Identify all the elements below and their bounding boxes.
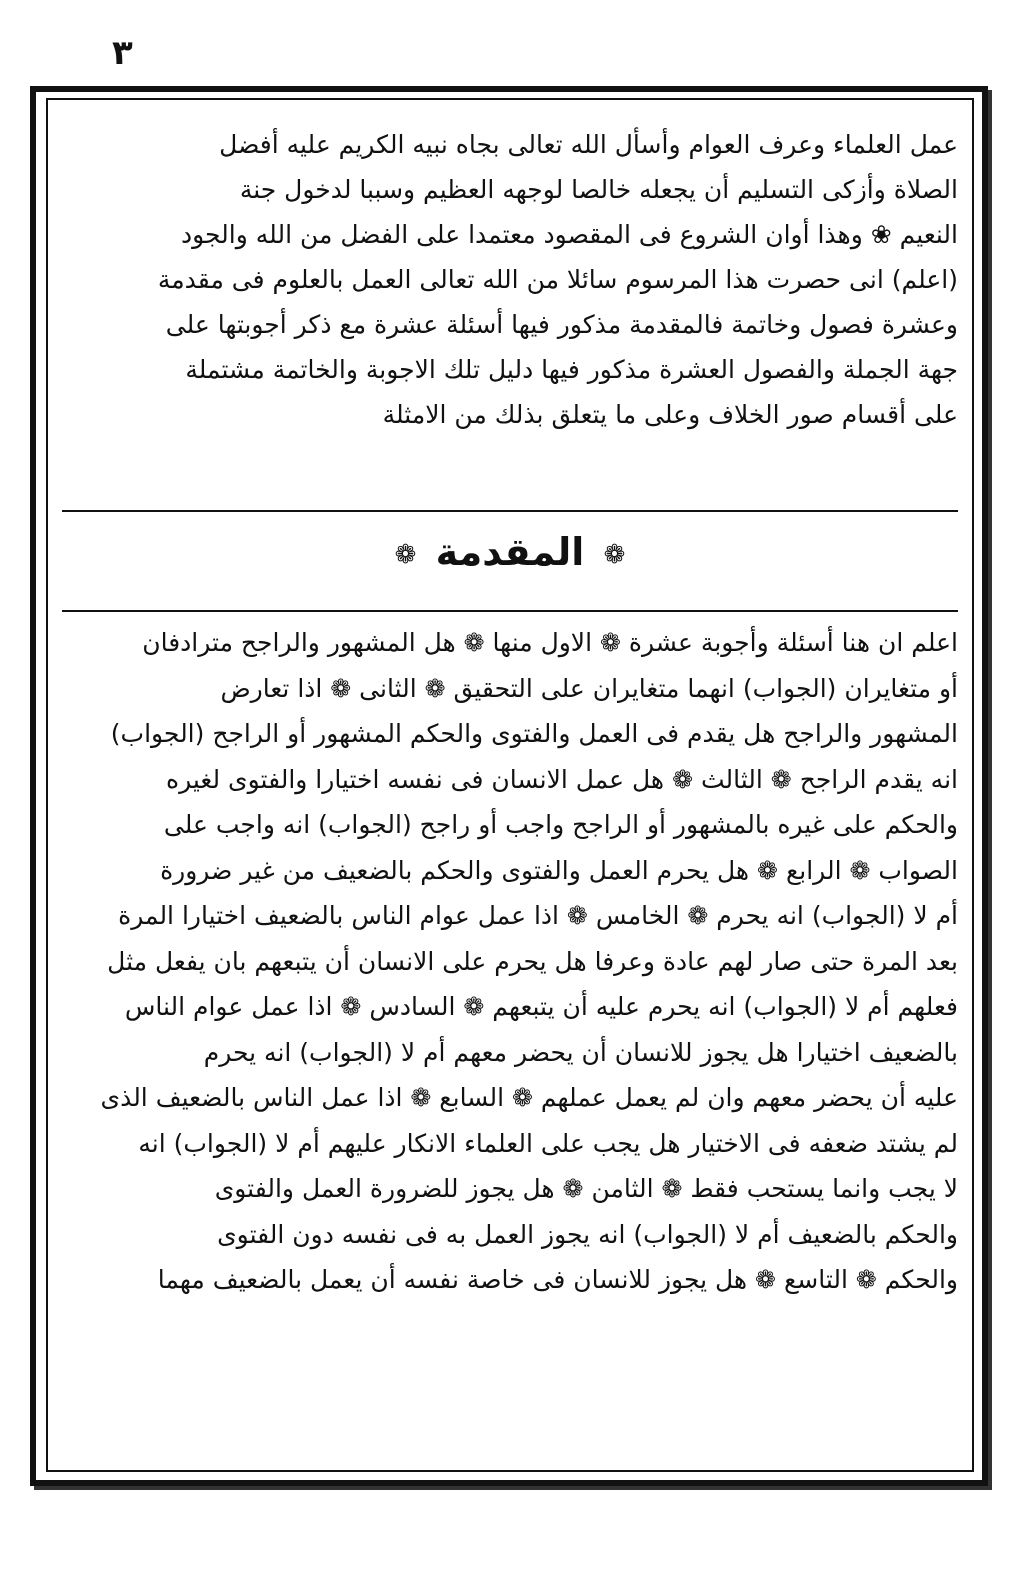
intro-line: (اعلم) انى حصرت هذا المرسوم سائلا من الله تعالى العمل بالعلوم فى مقدمة xyxy=(157,265,958,294)
body-line: المشهور والراجح هل يقدم فى العمل والفتوى والحكم المشهور أو الراجح (الجواب) xyxy=(110,719,958,748)
section-title: المقدمة xyxy=(435,530,585,574)
intro-paragraph xyxy=(62,122,958,437)
divider-bottom xyxy=(62,610,958,612)
body-line: فعلهم أم لا (الجواب) انه يحرم عليه أن يتبعهم ❁ السادس ❁ اذا عمل عوام الناس xyxy=(124,992,958,1021)
body-line: لا يجب وانما يستحب فقط ❁ الثامن ❁ هل يجوز للضرورة العمل والفتوى xyxy=(214,1174,958,1203)
body-line: عليه أن يحضر معهم وان لم يعمل عملهم ❁ السابع ❁ اذا عمل الناس بالضعيف الذى xyxy=(100,1083,958,1112)
intro-line: وعشرة فصول وخاتمة فالمقدمة مذكور فيها أسئلة عشرة مع ذكر أجوبتها على xyxy=(165,310,958,339)
intro-line: الصلاة وأزكى التسليم أن يجعله خالصا لوجهه العظيم وسببا لدخول جنة xyxy=(239,175,958,204)
intro-line: جهة الجملة والفصول العشرة مذكور فيها دليل تلك الاجوبة والخاتمة مشتملة xyxy=(185,355,958,384)
ornament-right-icon: ❁ xyxy=(603,539,626,570)
body-line: انه يقدم الراجح ❁ الثالث ❁ هل عمل الانسان فى نفسه اختيارا والفتوى لغيره xyxy=(165,764,958,794)
body-line: اعلم ان هنا أسئلة وأجوبة عشرة ❁ الاول منها ❁ هل المشهور والراجح مترادفان xyxy=(142,628,958,657)
questions-paragraph xyxy=(62,620,958,1303)
body-line: أم لا (الجواب) انه يحرم ❁ الخامس ❁ اذا عمل عوام الناس بالضعيف اختيارا المرة xyxy=(118,901,958,930)
body-line: بعد المرة حتى صار لهم عادة وعرفا هل يحرم على الانسان أن يتبعهم بان يفعل مثل xyxy=(107,946,958,976)
body-line: بالضعيف اختيارا هل يجوز للانسان أن يحضر معهم أم لا (الجواب) انه يحرم xyxy=(203,1037,958,1067)
intro-line: عمل العلماء وعرف العوام وأسأل الله تعالى بجاه نبيه الكريم عليه أفضل xyxy=(219,130,958,159)
intro-line: على أقسام صور الخلاف وعلى ما يتعلق بذلك من الامثلة xyxy=(382,400,958,429)
divider-top xyxy=(62,510,958,512)
page-number: ٣ xyxy=(112,33,133,73)
page-frame xyxy=(30,86,988,1486)
intro-line: النعيم ❀ وهذا أوان الشروع فى المقصود معتمدا على الفضل من الله والجود xyxy=(181,220,958,249)
body-line: الصواب ❁ الرابع ❁ هل يحرم العمل والفتوى والحكم بالضعيف من غير ضرورة xyxy=(160,855,958,885)
body-line: والحكم بالضعيف أم لا (الجواب) انه يجوز العمل به فى نفسه دون الفتوى xyxy=(217,1219,958,1249)
body-line: والحكم على غيره بالمشهور أو الراجح واجب أو راجح (الجواب) انه واجب على xyxy=(163,810,958,839)
section-heading xyxy=(48,520,972,587)
ornament-left-icon: ❁ xyxy=(394,539,417,570)
body-line: والحكم ❁ التاسع ❁ هل يجوز للانسان فى خاصة نفسه أن يعمل بالضعيف مهما xyxy=(157,1265,958,1294)
body-line: أو متغايران (الجواب) انهما متغايران على التحقيق ❁ الثانى ❁ اذا تعارض xyxy=(220,673,958,703)
page-frame-inner xyxy=(46,98,974,1472)
body-line: لم يشتد ضعفه فى الاختيار هل يجب على العلماء الانكار عليهم أم لا (الجواب) انه xyxy=(138,1128,958,1158)
